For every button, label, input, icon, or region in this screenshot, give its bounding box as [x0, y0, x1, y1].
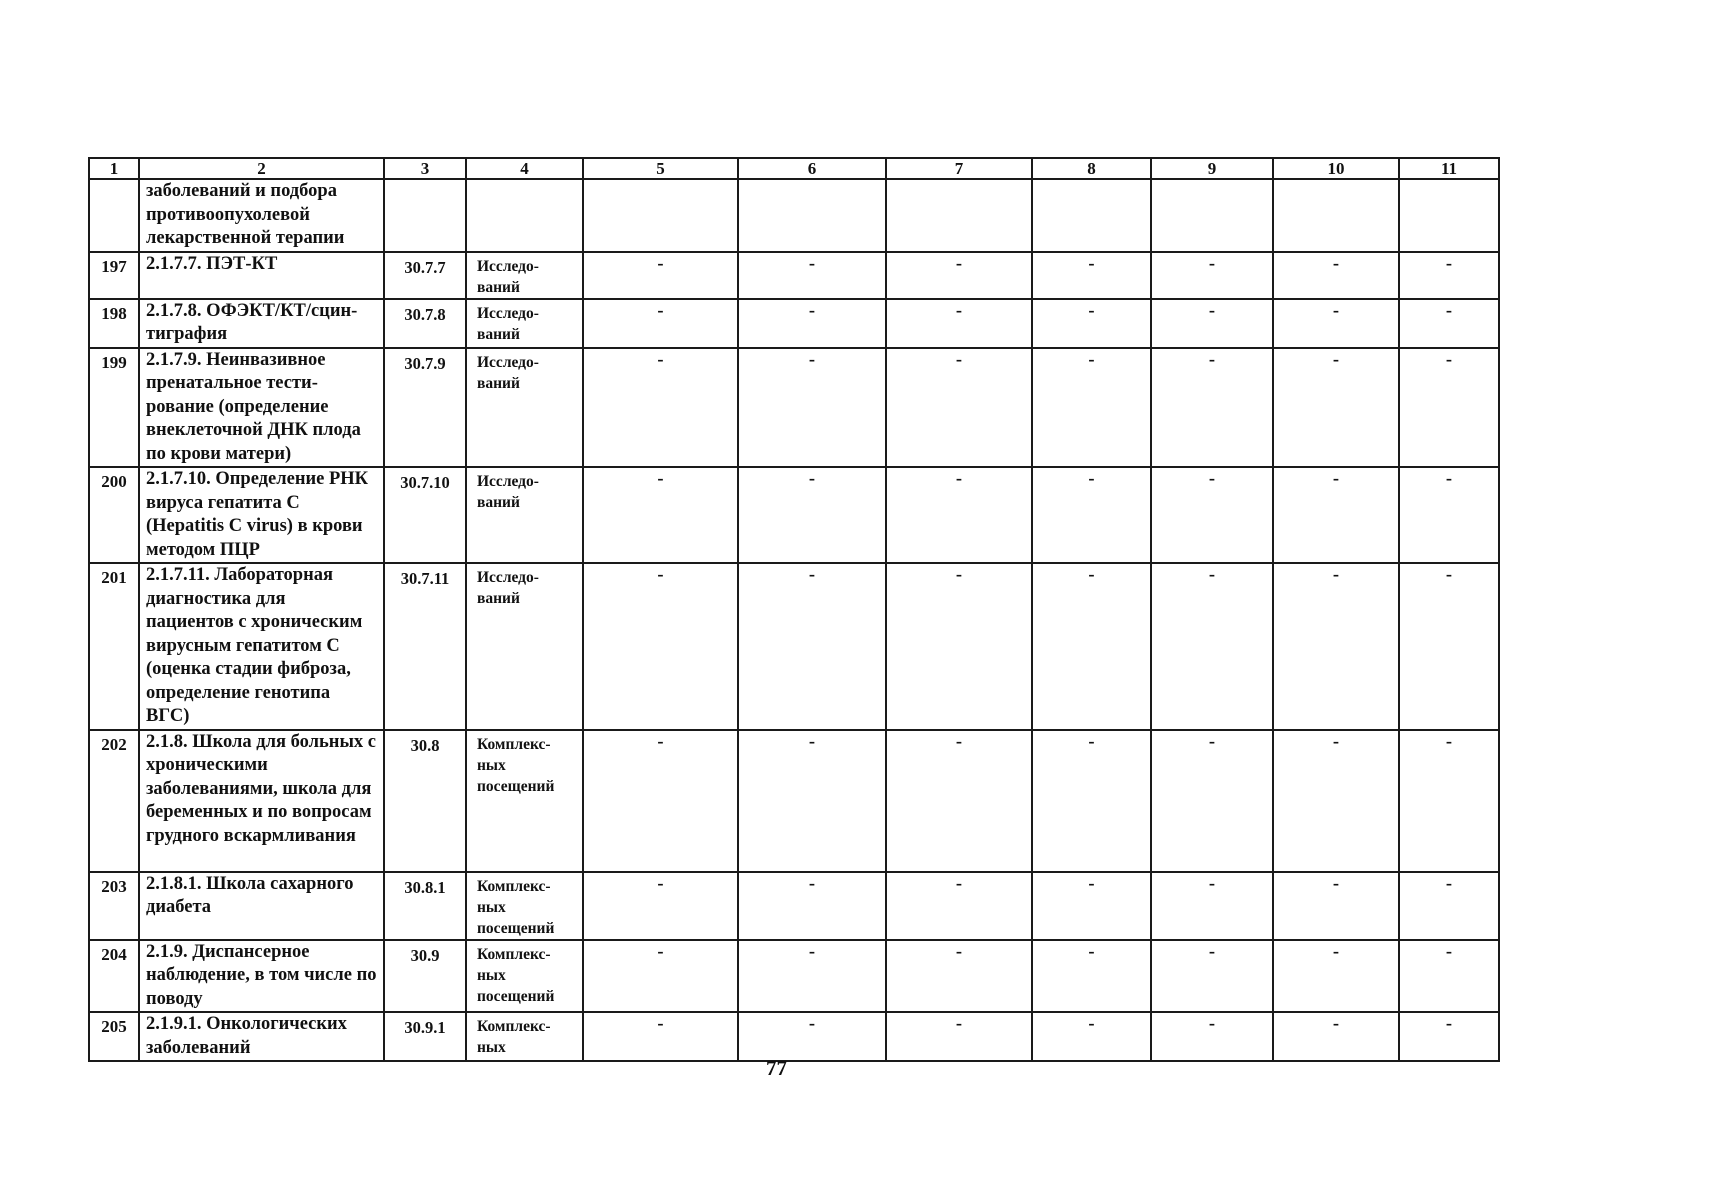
column-number: 2 [139, 158, 384, 179]
value-cell: - [1032, 348, 1151, 468]
value-cell: - [583, 467, 738, 563]
row-number-cell: 199 [89, 348, 139, 468]
column-number: 6 [738, 158, 886, 179]
value-cell: - [1273, 940, 1399, 1013]
value-cell: - [886, 1012, 1032, 1061]
column-number: 4 [466, 158, 583, 179]
column-number: 10 [1273, 158, 1399, 179]
value-cell: - [738, 1012, 886, 1061]
value-cell: - [1399, 563, 1499, 730]
row-number-cell: 204 [89, 940, 139, 1013]
row-unit-cell: Исследо- ваний [466, 563, 583, 730]
value-cell: - [1273, 730, 1399, 872]
value-cell: - [583, 252, 738, 299]
empty-cell [384, 179, 466, 252]
empty-cell [583, 179, 738, 252]
empty-cell [886, 179, 1032, 252]
row-number-cell: 201 [89, 563, 139, 730]
value-cell: - [886, 730, 1032, 872]
column-number: 7 [886, 158, 1032, 179]
value-cell: - [1032, 940, 1151, 1013]
value-cell: - [1032, 872, 1151, 940]
column-number: 9 [1151, 158, 1273, 179]
value-cell: - [1032, 252, 1151, 299]
row-code-cell: 30.7.7 [384, 252, 466, 299]
value-cell: - [1399, 299, 1499, 348]
value-cell: - [1151, 730, 1273, 872]
row-name-cell: 2.1.7.9. Неинвазивное пренатальное тести- рование (определение внеклеточной ДНК плода по крови матери) [139, 348, 384, 468]
value-cell: - [738, 348, 886, 468]
table-row [89, 563, 1499, 730]
value-cell: - [738, 730, 886, 872]
row-code-cell: 30.9.1 [384, 1012, 466, 1061]
value-cell: - [1273, 299, 1399, 348]
value-cell: - [1399, 872, 1499, 940]
value-cell: - [886, 252, 1032, 299]
column-number: 11 [1399, 158, 1499, 179]
row-code-cell: 30.7.8 [384, 299, 466, 348]
row-name-cell: 2.1.9.1. Онкологических заболеваний [139, 1012, 384, 1061]
table-row [89, 940, 1499, 1013]
value-cell: - [1032, 299, 1151, 348]
value-cell: - [583, 730, 738, 872]
row-unit-cell: Исследо- ваний [466, 348, 583, 468]
column-number-row [89, 158, 1499, 179]
row-number-cell: 198 [89, 299, 139, 348]
row-code-cell: 30.7.10 [384, 467, 466, 563]
value-cell: - [1399, 1012, 1499, 1061]
table-row [89, 252, 1499, 299]
row-name-cell: 2.1.8. Школа для больных с хроническими заболеваниями, школа для беременных и по вопросам грудного вскармливания [139, 730, 384, 872]
value-cell: - [1399, 348, 1499, 468]
value-cell: - [886, 348, 1032, 468]
value-cell: - [1151, 299, 1273, 348]
value-cell: - [738, 299, 886, 348]
empty-cell [1273, 179, 1399, 252]
value-cell: - [886, 299, 1032, 348]
value-cell: - [1273, 1012, 1399, 1061]
column-number: 8 [1032, 158, 1151, 179]
row-number-cell: 197 [89, 252, 139, 299]
value-cell: - [583, 299, 738, 348]
row-unit-cell: Исследо- ваний [466, 252, 583, 299]
row-number-cell: 203 [89, 872, 139, 940]
row-unit-cell: Комплекс- ных посещений [466, 872, 583, 940]
row-number-cell: 200 [89, 467, 139, 563]
row-name-cell: 2.1.7.8. ОФЭКТ/КТ/сцин- тиграфия [139, 299, 384, 348]
value-cell: - [1399, 252, 1499, 299]
value-cell: - [886, 563, 1032, 730]
table-row [89, 872, 1499, 940]
row-name-cell: 2.1.8.1. Школа сахарного диабета [139, 872, 384, 940]
value-cell: - [583, 872, 738, 940]
value-cell: - [1151, 563, 1273, 730]
value-cell: - [1151, 1012, 1273, 1061]
value-cell: - [583, 1012, 738, 1061]
row-name-cell: 2.1.9. Диспансерное наблюдение, в том числе по поводу [139, 940, 384, 1013]
value-cell: - [1151, 467, 1273, 563]
value-cell: - [1151, 252, 1273, 299]
value-cell: - [583, 940, 738, 1013]
value-cell: - [1273, 872, 1399, 940]
value-cell: - [1151, 872, 1273, 940]
empty-cell [1151, 179, 1273, 252]
table-row [89, 299, 1499, 348]
value-cell: - [886, 872, 1032, 940]
value-cell: - [1032, 563, 1151, 730]
empty-cell [738, 179, 886, 252]
empty-cell [466, 179, 583, 252]
empty-cell [1399, 179, 1499, 252]
value-cell: - [886, 467, 1032, 563]
row-code-cell: 30.8 [384, 730, 466, 872]
row-name-cell: 2.1.7.11. Лабораторная диагностика для пациентов с хроническим вирусным гепатитом С (оценка стадии фиброза, определение генотипа ВГС) [139, 563, 384, 730]
value-cell: - [1032, 730, 1151, 872]
value-cell: - [1151, 940, 1273, 1013]
row-unit-cell: Комплекс- ных посещений [466, 940, 583, 1013]
row-code-cell: 30.8.1 [384, 872, 466, 940]
row-unit-cell: Комплекс- ных посещений [466, 730, 583, 872]
value-cell: - [1032, 1012, 1151, 1061]
row-code-cell: 30.7.11 [384, 563, 466, 730]
value-cell: - [738, 940, 886, 1013]
row-unit-cell: Исследо- ваний [466, 467, 583, 563]
value-cell: - [1151, 348, 1273, 468]
row-code-cell: 30.7.9 [384, 348, 466, 468]
column-number: 3 [384, 158, 466, 179]
row-unit-cell: Комплекс- ных [466, 1012, 583, 1061]
value-cell: - [1032, 467, 1151, 563]
row-name-cell: заболеваний и подбора противоопухолевой лекарственной терапии [139, 179, 384, 252]
value-cell: - [1399, 467, 1499, 563]
value-cell: - [583, 348, 738, 468]
value-cell: - [738, 252, 886, 299]
row-code-cell: 30.9 [384, 940, 466, 1013]
value-cell: - [583, 563, 738, 730]
value-cell: - [1273, 467, 1399, 563]
page-number: 77 [766, 1056, 787, 1080]
value-cell: - [1399, 730, 1499, 872]
row-number-cell: 205 [89, 1012, 139, 1061]
value-cell: - [738, 563, 886, 730]
value-cell: - [1273, 252, 1399, 299]
table-row [89, 348, 1499, 468]
value-cell: - [738, 467, 886, 563]
data-table [88, 157, 1500, 1062]
value-cell: - [1273, 563, 1399, 730]
table-row [89, 467, 1499, 563]
table-row [89, 1012, 1499, 1061]
value-cell: - [886, 940, 1032, 1013]
value-cell: - [1273, 348, 1399, 468]
table-row [89, 730, 1499, 872]
row-name-cell: 2.1.7.7. ПЭТ-КТ [139, 252, 384, 299]
row-number-cell [89, 179, 139, 252]
continuation-row [89, 179, 1499, 252]
column-number: 1 [89, 158, 139, 179]
column-number: 5 [583, 158, 738, 179]
row-name-cell: 2.1.7.10. Определение РНК вируса гепатита С (Hepatitis C virus) в крови методом ПЦР [139, 467, 384, 563]
value-cell: - [1399, 940, 1499, 1013]
row-number-cell: 202 [89, 730, 139, 872]
row-unit-cell: Исследо- ваний [466, 299, 583, 348]
empty-cell [1032, 179, 1151, 252]
value-cell: - [738, 872, 886, 940]
